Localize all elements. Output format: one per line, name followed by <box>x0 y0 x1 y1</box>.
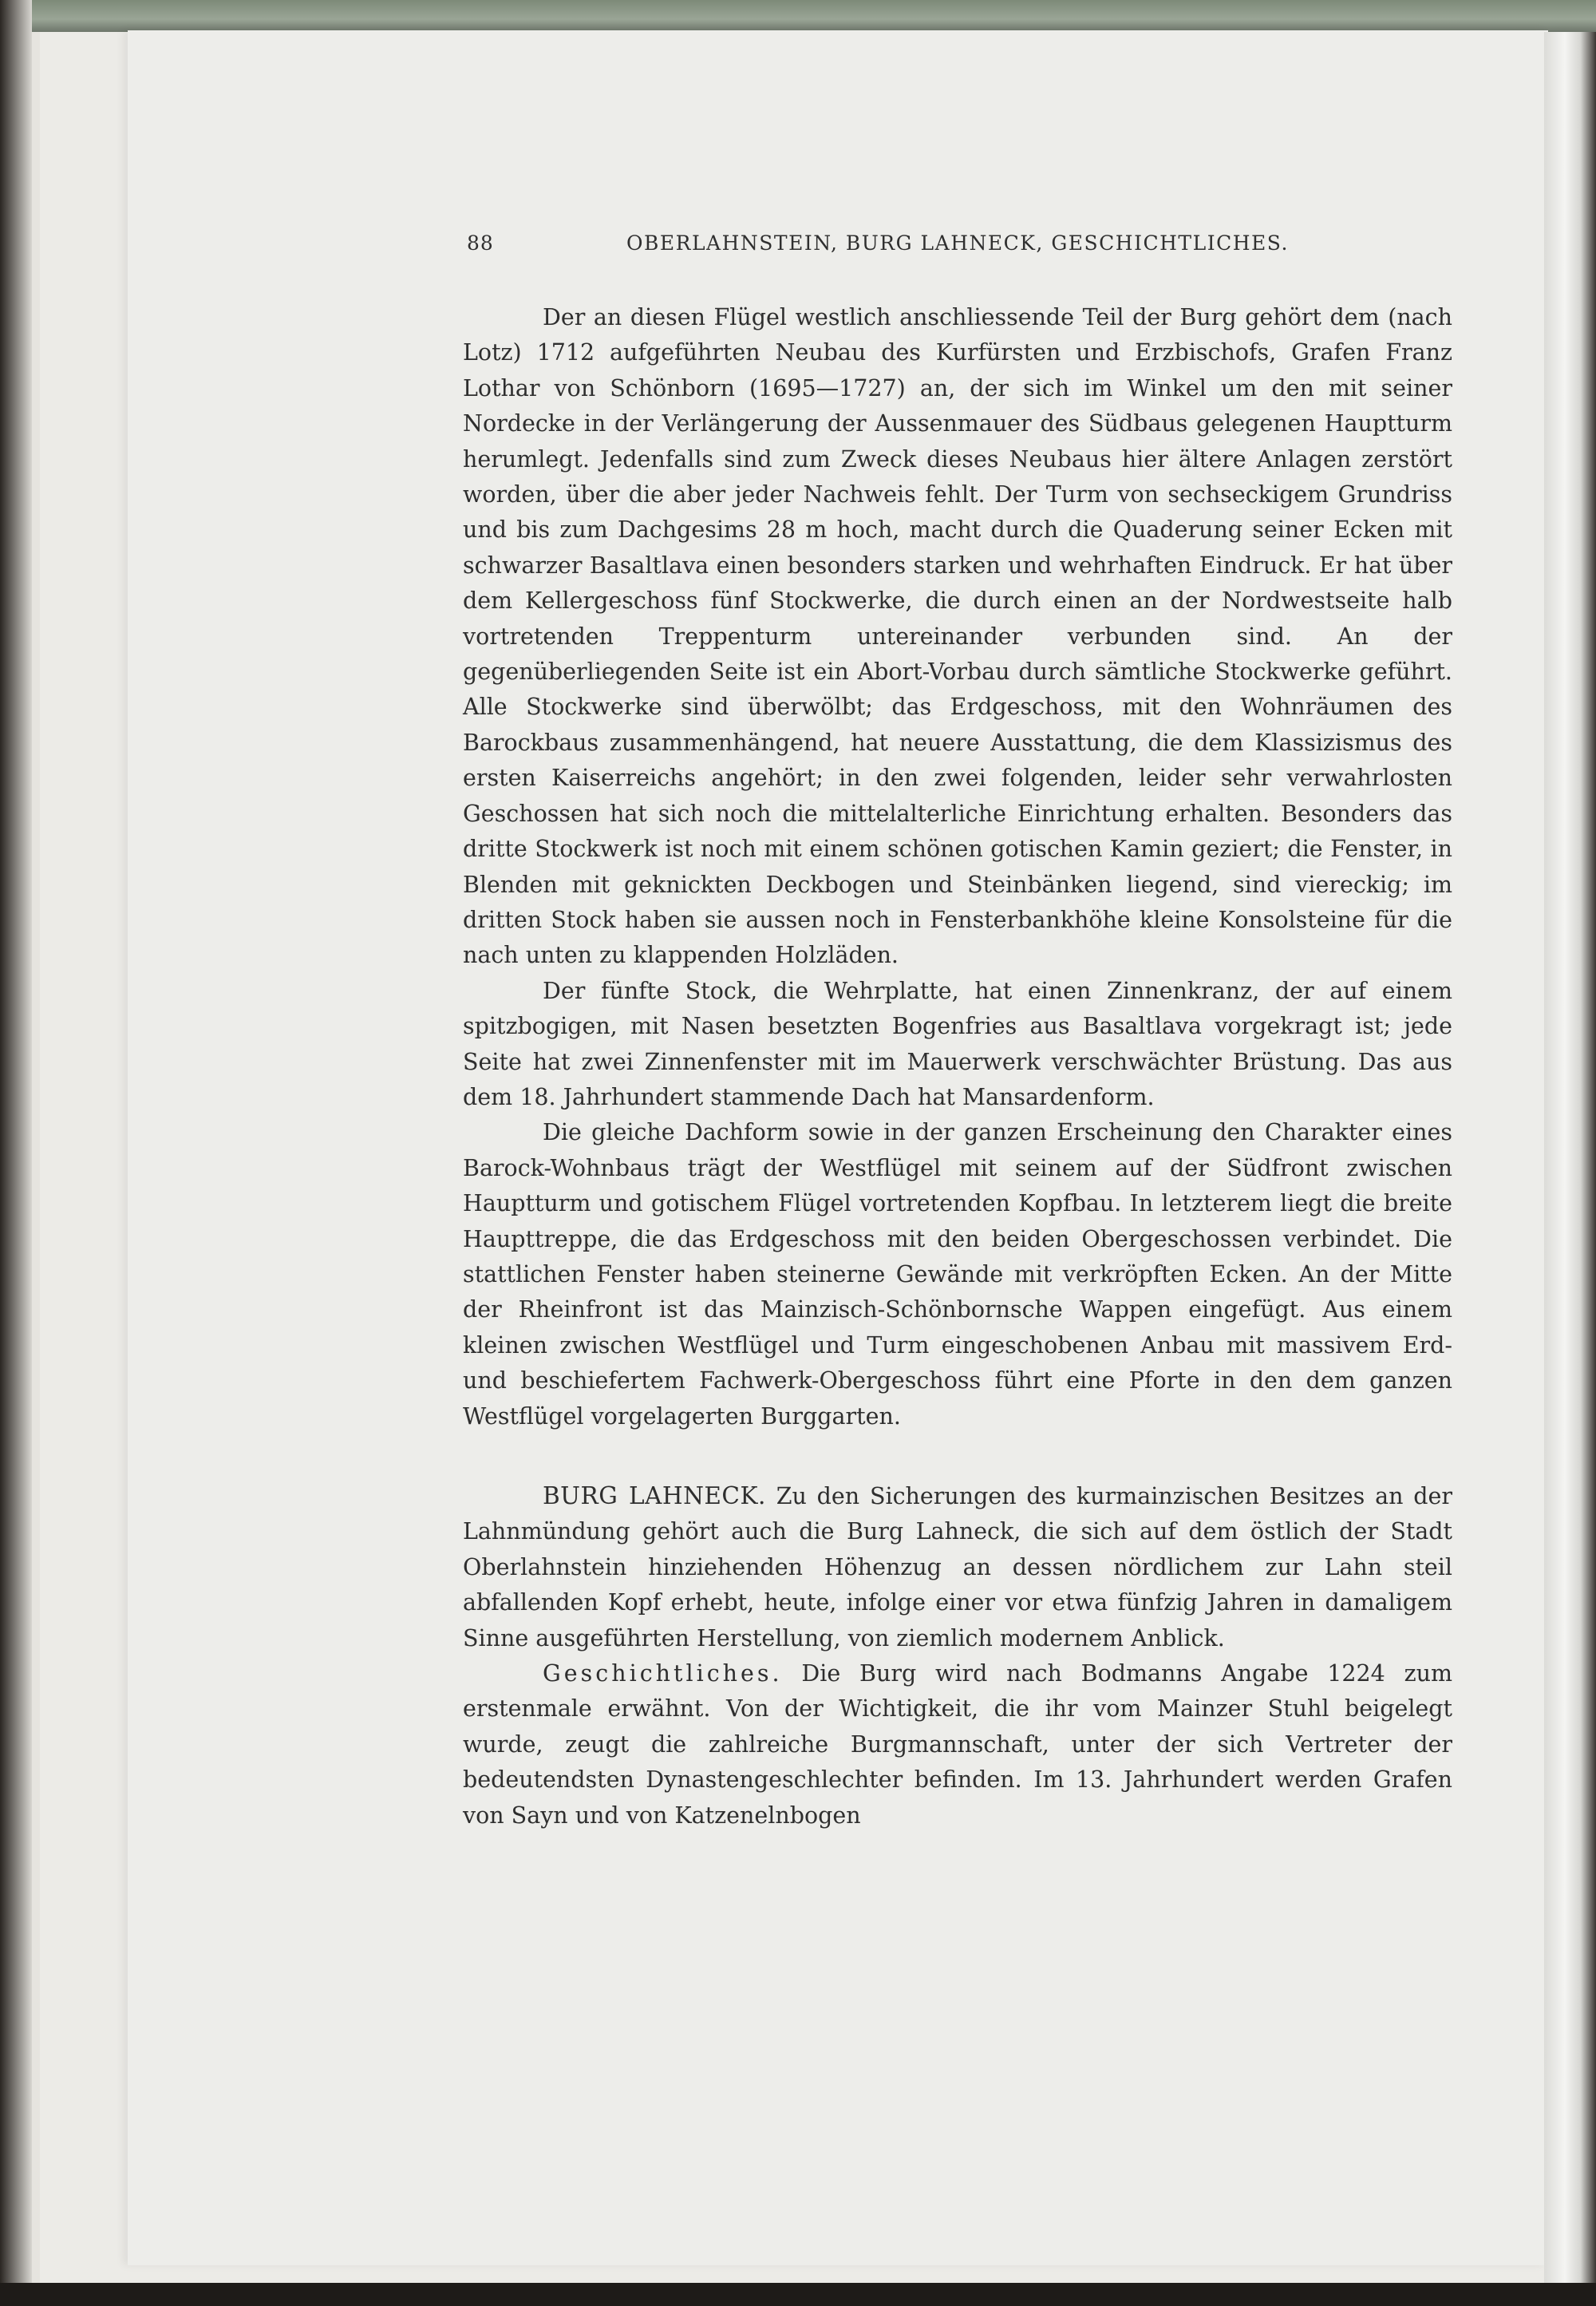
paragraph-5-text: Die Burg wird nach Bodmanns Angabe 1224 zum erstenmale erwähnt. Von der Wichtigkeit, die ihr vom Mainzer Stuhl beigelegt wurde, zeugt die zahlreiche Burgmannschaft, unter der sich Vertreter der bedeutendsten Dynastengeschlechter befinden. Im 13. Jahrhundert werden Grafen von Sayn und von Katzenelnbogen <box>463 1660 1452 1829</box>
section-heading-geschichtliches: Geschichtliches. <box>543 1660 783 1687</box>
left-shadow <box>0 0 32 2306</box>
scan-bottom-edge <box>0 2283 1596 2306</box>
paragraph-4 <box>463 1478 1452 1656</box>
section-gap <box>463 1434 1452 1478</box>
paragraph-1: Der an diesen Flügel westlich anschliessende Teil der Burg gehört dem (nach Lotz) 1712 aufgeführten Neubau des Kurfürsten und Erzbischofs, Grafen Franz Lothar von Schönborn (1695—1727) an, der sich im Winkel um den mit seiner Nordecke in der Verlängerung der Aussenmauer des Südbaus gelegenen Hauptturm herumlegt. Jedenfalls sind zum Zweck dieses Neubaus hier ältere Anlagen zerstört worden, über die aber jeder Nachweis fehlt. Der Turm von sechseckigem Grundriss und bis zum Dachgesims 28 m hoch, macht durch die Quaderung seiner Ecken mit schwarzer Basaltlava einen besonders starken und wehrhaften Eindruck. Er hat über dem Kellergeschoss fünf Stockwerke, die durch einen an der Nordwestseite halb vortretenden Treppenturm untereinander verbunden sind. An der gegenüberliegenden Seite ist ein Abort-Vorbau durch sämtliche Stockwerke geführt. Alle Stockwerke sind überwölbt; das Erdgeschoss, mit den Wohnräumen des Barockbaus zusammenhängend, hat neuere Ausstattung, die dem Klassizismus des ersten Kaiserreichs angehört; in den zwei folgenden, leider sehr verwahrlosten Geschossen hat sich noch die mittelalterliche Einrichtung erhalten. Besonders das dritte Stockwerk ist noch mit einem schönen gotischen Kamin geziert; die Fenster, in Blenden mit geknickten Deckbogen und Steinbänken liegend, sind viereckig; im dritten Stock haben sie aussen noch in Fensterbankhöhe kleine Konsolsteine für die nach unten zu klappenden Holzläden. <box>463 304 1452 969</box>
text-block <box>463 300 1452 1833</box>
paragraph-5 <box>463 1656 1452 1833</box>
book-cover-edge <box>0 0 1596 32</box>
page-right-edge <box>1544 32 1596 2283</box>
paragraph-4-text: Zu den Sicherungen des kurmainzischen Besitzes an der Lahnmündung gehört auch die Burg Lahneck, die sich auf dem östlich der Stadt Oberlahnstein hinziehenden Höhenzug an dessen nördlichem zur Lahn steil abfallenden Kopf erhebt, heute, infolge einer vor etwa fünfzig Jahren in damaligem Sinne ausgeführten Herstellung, von ziemlich modernem Anblick. <box>463 1483 1452 1651</box>
section-heading-burg-lahneck: BURG LAHNECK. <box>543 1482 766 1509</box>
paragraph-3: Die gleiche Dachform sowie in der ganzen Erscheinung den Charakter eines Barock-Wohnbaus trägt der Westflügel mit seinem auf der Südfront zwischen Hauptturm und gotischem Flügel vortretenden Kopfbau. In letzterem liegt die breite Haupttreppe, die das Erdgeschoss mit den beiden Obergeschossen verbindet. Die stattlichen Fenster haben steinerne Gewände mit verkröpften Ecken. An der Mitte der Rheinfront ist das Mainzisch-Schönbornsche Wappen eingefügt. Aus einem kleinen zwischen Westflügel und Turm eingeschobenen Anbau mit massivem Erd- und beschiefertem Fachwerk-Obergeschoss führt eine Pforte in den dem ganzen Westflügel vorgelagerten Burggarten. <box>463 1119 1452 1430</box>
page-number: 88 <box>467 231 494 255</box>
running-title: OBERLAHNSTEIN, BURG LAHNECK, GESCHICHTLICHES. <box>626 231 1289 255</box>
page-header <box>467 231 1313 263</box>
paragraph-2: Der fünfte Stock, die Wehrplatte, hat einen Zinnenkranz, der auf einem spitzbogigen, mit Nasen besetzten Bogenfries aus Basaltlava vorgekragt ist; jede Seite hat zwei Zinnenfenster mit im Mauerwerk verschwächter Brüstung. Das aus dem 18. Jahrhundert stammende Dach hat Mansardenform. <box>463 977 1452 1110</box>
